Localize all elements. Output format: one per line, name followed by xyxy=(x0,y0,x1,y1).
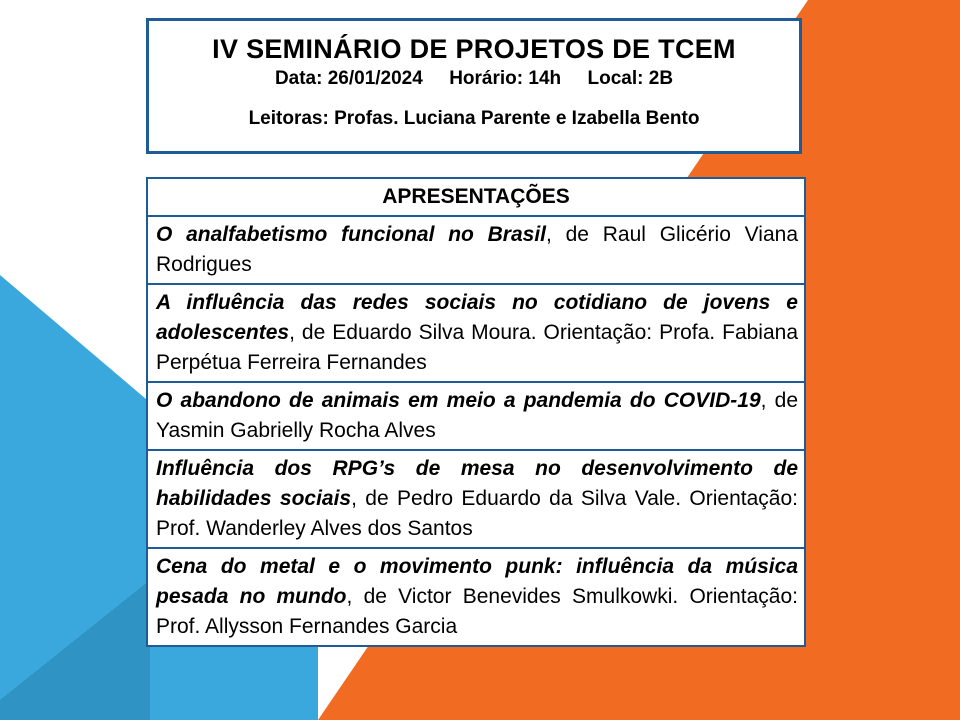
presentation-title: A influência das redes sociais no cotidiano de jovens e adolescentes xyxy=(156,291,798,344)
table-row xyxy=(148,285,804,383)
presentation-title: O abandono de animais em meio a pandemia do COVID-19 xyxy=(156,389,761,412)
presentation-details: , de Pedro Eduardo da Silva Vale. Orientação: Prof. Wanderley Alves dos Santos xyxy=(156,487,798,540)
event-details: Data: 26/01/2024 Horário: 14h Local: 2B xyxy=(274,68,674,89)
presentation-details: , de Yasmin Gabrielly Rocha Alves xyxy=(156,389,799,442)
table-row xyxy=(148,217,804,285)
presentation-title: O analfabetismo funcional no Brasil xyxy=(156,223,546,246)
readers-line: Leitoras: Profas. Luciana Parente e Izabella Bento xyxy=(248,108,700,129)
header-box xyxy=(146,18,802,154)
table-row xyxy=(148,549,804,645)
table-row xyxy=(148,451,804,549)
table-row xyxy=(148,383,804,451)
presentation-title: Cena do metal e o movimento punk: influência da música pesada no mundo xyxy=(156,555,798,608)
presentation-title: Influência dos RPG’s de mesa no desenvolvimento de habilidades sociais xyxy=(156,457,798,510)
presentation-details: , de Victor Benevides Smulkowki. Orientação: Prof. Allysson Fernandes Garcia xyxy=(156,585,799,638)
presentation-details: , de Raul Glicério Viana Rodrigues xyxy=(156,223,798,276)
table-heading: APRESENTAÇÕES xyxy=(148,179,804,217)
presentation-details: , de Eduardo Silva Moura. Orientação: Profa. Fabiana Perpétua Ferreira Fernandes xyxy=(156,321,798,374)
presentations-table xyxy=(146,177,806,647)
page-title: IV SEMINÁRIO DE PROJETOS DE TCEM xyxy=(212,34,736,64)
